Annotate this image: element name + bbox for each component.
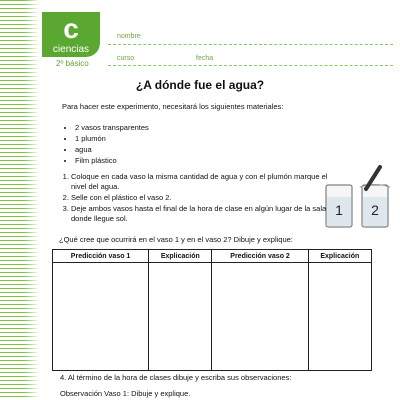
course-label: curso — [117, 55, 135, 62]
name-label: nombre — [117, 33, 141, 40]
glass-1-label: 1 — [335, 202, 343, 218]
step-item: 1. Coloque en cada vaso la misma cantidad de agua y con el plumón marque el nivel del agua. — [71, 172, 336, 192]
answer-cell[interactable] — [308, 263, 371, 371]
glass-2-label: 2 — [371, 202, 379, 218]
subject-letter: c — [63, 13, 79, 44]
answer-cell[interactable] — [149, 263, 212, 371]
decorative-stripes-fade — [24, 0, 40, 400]
column-header: Explicación — [149, 250, 212, 263]
material-item: • Film plástico — [75, 155, 149, 166]
subject-name: ciencias — [52, 44, 90, 55]
steps-list — [55, 172, 336, 225]
course-date-line — [108, 65, 393, 66]
answer-cell[interactable] — [53, 263, 149, 371]
material-item: • agua — [75, 144, 149, 155]
table-row — [53, 263, 372, 371]
column-header: Explicación — [308, 250, 371, 263]
prediction-table — [52, 249, 372, 371]
table-header-row — [53, 250, 372, 263]
glasses-illustration — [322, 163, 394, 233]
step-4-text: 4. Al término de la hora de clases dibuje y escriba sus observaciones: — [60, 373, 292, 382]
column-header: Predicción vaso 1 — [53, 250, 149, 263]
page-title: ¿A dónde fue el agua? — [135, 78, 265, 92]
subject-badge — [42, 12, 100, 57]
name-line — [108, 44, 393, 45]
step-item: 2. Selle con el plástico el vaso 2. — [71, 193, 336, 203]
observation-label: Observación Vaso 1: Dibuje y explique. — [60, 389, 191, 398]
material-item: • 1 plumón — [75, 133, 149, 144]
intro-text: Para hacer este experimento, necesitará los siguientes materiales: — [62, 102, 284, 111]
material-item: • 2 vasos transparentes — [75, 122, 149, 133]
materials-list — [65, 122, 149, 166]
date-label: fecha — [196, 55, 214, 62]
step-item: 3. Deje ambos vasos hasta el final de la hora de clase en algún lugar de la sala donde llegue sol. — [71, 204, 336, 224]
question-text: ¿Qué cree que ocurrirá en el vaso 1 y en el vaso 2? Dibuje y explique: — [59, 235, 293, 244]
grade-label: 2º básico — [56, 59, 89, 68]
column-header: Predicción vaso 2 — [212, 250, 308, 263]
answer-cell[interactable] — [212, 263, 308, 371]
